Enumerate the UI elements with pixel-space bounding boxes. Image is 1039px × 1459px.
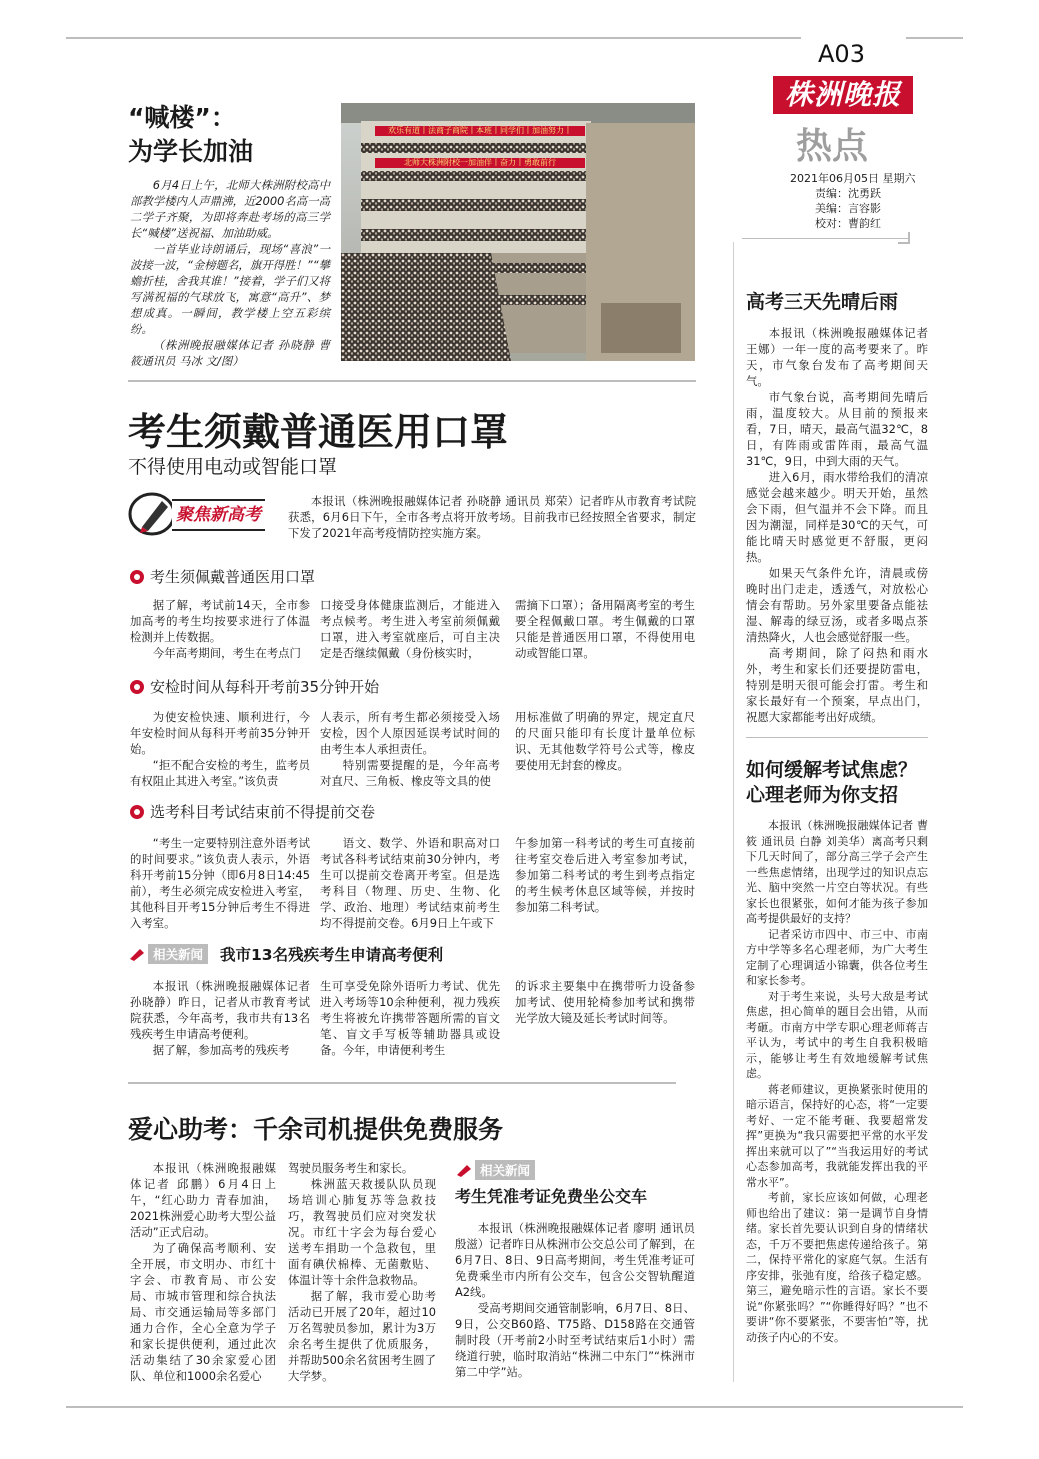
para: 受高考期间交通管制影响，6月7日、8日、9日，公交B60路、T75路、D158路在交通管制时段（开考前2小时至考试结束后1小时）需绕道行驶，临时取消站“株洲二中东门”“株洲市第二中学”站。 [455, 1301, 695, 1379]
para: 据了解，我市爱心助考活动已开展了20年，超过10万名驾驶员参加，累计为3万余名考生提供了优质服务，并帮助500余名贫困考生圆了大学梦。 [288, 1289, 436, 1383]
photo-banner-top: 欢乐有道丨法商子商院丨本班丨同学们丨加油努力丨 [388, 126, 572, 135]
story1-body [130, 177, 330, 369]
masthead-logo: 株洲晚报 [773, 76, 913, 114]
para: 语文、数学、外语和职高对口考试各科考试结束前30分钟内，考生可以提前交卷离开考室。但是选考科目（物理、历史、生物、化学、政治、地理）考试结束前考生均不得提前交卷。6月9日上午或下 [320, 836, 500, 930]
side1-body [746, 325, 928, 725]
para: 记者采访市四中、市三中、市南方中学等多名心理老师，为广大考生定制了心理调适小锦囊，供各位考生和家长参考。 [746, 927, 928, 987]
related-tag [128, 944, 208, 964]
para: 高考期间，除了闷热和雨水外，考生和家长们还要提防雷电，特别是明天很可能会打雷。考生和家长最好有一个预案，早点出门，祝愿大家都能考出好成绩。 [746, 646, 928, 724]
gaokao-badge [128, 491, 283, 537]
school-building-photo [341, 103, 695, 361]
editor-credit: 责编：沈勇跃 [815, 187, 881, 200]
sub3-col1 [130, 835, 310, 931]
para: 午参加第一科考试的考生可直接前往考室交卷后进入考室参加考试，参加第二科考试的考生到考点指定的考生候考休息区域等候，并按时参加第二科考试。 [515, 836, 695, 914]
subhead-submit [130, 801, 375, 822]
story1-photo [341, 103, 695, 361]
related1-col3 [515, 978, 695, 1026]
para: 为了确保高考顺利、安全开展，市文明办、市红十字会、市教育局、市公安局、市城市管理和综合执法局、市交通运输局等多部门通力合作，全心全意为学子和家长提供便利，通过此次活动集结了30余家爱心团队、单位和1000余名爱心 [130, 1241, 276, 1383]
para: 进入6月，雨水带给我们的清凉感觉会越来越少。明天开始，虽然会下雨，但气温并不会下降。而且因为潮湿，同样是30℃的天气，可能比晴天时感觉更不舒服，更闷热。 [746, 470, 928, 564]
para: 本报讯（株洲晚报融媒体记者 邱鹏）6月4日上午，“红心助力 青春加油，2021株洲爱心助考大型公益活动”正式启动。 [130, 1161, 276, 1239]
para: 考前，家长应该如何做，心理老师也给出了建议：第一是调节自身情绪。家长首先要认识到自身的情绪状态，千万不要把焦虑传递给孩子。第二，保持平常化的家庭气氛。生活有序安排，张弛有度，给孩子稳定感。第三，避免暗示性的言语。家长不要说“你紧张吗？”“你睡得好吗？”也不要讲“你不要紧张，不要害怕”等，扰动孩子内心的不安。 [746, 1191, 928, 1344]
sub3-col2 [320, 835, 500, 931]
designer-credit: 美编：言容影 [815, 202, 881, 215]
pen-icon [128, 947, 146, 961]
related-tag-label: 相关新闻 [148, 944, 208, 964]
sub2-col2 [320, 709, 500, 789]
sub1-col1 [130, 597, 310, 661]
para: 蒋老师建议，更换紧张时使用的暗示语言，保持好的心态，将“一定要考好、一定不能考砸、我要超常发挥”更换为“我只需要把平常的水平发挥出来就可以了”“当我运用好的考试心态参加高考，我就能发挥出我的平常水平”。 [746, 1082, 928, 1189]
story1-title-line1: “喊楼”： [128, 103, 236, 132]
related1-col2 [320, 978, 500, 1058]
para: 需摘下口罩）；备用隔离考室的考生要全程佩戴口罩。考生佩戴的口罩只能是普通医用口罩，不得使用电动或智能口罩。 [515, 598, 695, 660]
para: 如果天气条件允许，清晨或傍晚时出门走走，透透气，对放松心情会有帮助。另外家里要备点能祛湿、解毒的绿豆汤，或者多喝点茶清热降火，人也会感觉舒服一些。 [746, 566, 928, 644]
header-corner [898, 232, 910, 244]
para: 对于考生来说，头号大敌是考试焦虑，担心简单的题目会出错，从而考砸。市南方中学专职心理老师蒋吉平认为，考试中的考生自我积极暗示，能够让考生有效地缓解考试焦虑。 [746, 989, 928, 1080]
para: 为使安检快速、顺利进行，今年安检时间从每科开考前35分钟开始。 [130, 710, 310, 756]
para: 用标准做了明确的界定，规定直尺的尺面只能印有长度计量单位标识、无其他数学符号公式等，橡皮要使用无封套的橡皮。 [515, 710, 695, 772]
related-tag [455, 1160, 535, 1180]
para: 的诉求主要集中在携带听力设备参加考试、使用轮椅参加考试和携带光学放大镜及延长考试时间等。 [515, 979, 695, 1025]
bullet-icon [130, 570, 144, 584]
section-title: 热点 [796, 125, 869, 167]
para: 株洲蓝天救援队队员现场培训心肺复苏等急救技巧，教驾驶员们应对突发状况。市红十字会为每台爱心送考车捐助一个急救包，里面有碘伏棉棒、无菌敷贴、体温计等十余件急救物品。 [288, 1177, 436, 1287]
pen-icon [455, 1163, 473, 1177]
story2-lead [288, 493, 696, 541]
related2-title: 考生凭准考证免费坐公交车 [455, 1187, 648, 1206]
para: “拒不配合安检的考生，监考员有权阻止其进入考室。”该负责 [130, 758, 310, 788]
issue-date: 2021年06月05日 星期六 [790, 172, 916, 185]
sub1-col3 [515, 597, 695, 661]
story3-col2 [288, 1160, 436, 1384]
para: 特别需要提醒的是，今年高考对直尺、三角板、橡皮等文具的使 [320, 758, 500, 788]
para: “考生一定要特别注意外语考试的时间要求。”该负责人表示，外语科开考前15分钟（即6月8日14:45前），考生必须完成安检进入考室，其他科目开考15分钟后考生不得进入考室。 [130, 836, 310, 930]
para: 口接受身体健康监测后，才能进入考点候考。考生进入考室前须佩戴口罩，进入考室就座后，可自主决定是否继续佩戴（身份核实时， [320, 598, 500, 660]
story1-para: 一首毕业诗朗诵后，现场“喜浪”一波接一波，“金榜题名，旗开得胜！”“攀蟾折桂，舍我其谁！”接着，学子们又将写满祝福的气球放飞，寓意“高升”、梦想成真。一瞬间，教学楼上空五彩缤纷。 [130, 242, 330, 336]
side2-body [746, 818, 928, 1345]
side2-title-line2: 心理老师为你支招 [746, 784, 899, 806]
story2-subtitle: 不得使用电动或智能口罩 [128, 456, 338, 478]
subhead-text: 选考科目考试结束前不得提前交卷 [150, 803, 376, 821]
related-tag-label: 相关新闻 [475, 1160, 535, 1180]
sub2-col3 [515, 709, 695, 773]
subhead-mask [130, 566, 315, 587]
para: 今年高考期间，考生在考点门 [152, 646, 301, 660]
subhead-text: 考生须佩戴普通医用口罩 [150, 568, 316, 586]
sub3-col3 [515, 835, 695, 915]
para: 据了解，参加高考的残疾考 [152, 1043, 290, 1057]
related-news-1 [128, 943, 443, 965]
para: 生可享受免除外语听力考试、优先进入考场等10余种便利，视力残疾考生将被允许携带答题所需的盲文笔、盲文手写板等辅助器具或设备。今年，申请便利考生 [320, 979, 500, 1057]
para: 本报讯（株洲晚报融媒体记者 王娜）一年一度的高考要来了。昨天，市气象台发布了高考期间天气。 [746, 326, 928, 388]
para: 据了解，考试前14天，全市参加高考的考生均按要求进行了体温检测并上传数据。 [130, 598, 310, 644]
page-number: A03 [818, 40, 865, 68]
para: 本报讯（株洲晚报融媒体记者 孙晓静）昨日，记者从市教育考试院获悉，今年高考，我市共有13名残疾考生申请高考便利。 [130, 979, 310, 1041]
side1-title: 高考三天先晴后雨 [746, 291, 899, 313]
photo-banner-middle: 北师大株洲附校一加油伴丨奋力丨勇敢前行 [404, 158, 556, 167]
sub1-col2 [320, 597, 500, 661]
related1-title: 我市13名残疾考生申请高考便利 [220, 946, 444, 964]
para: 驾驶员服务考生和家长。 [288, 1161, 414, 1175]
related2-body [455, 1220, 695, 1380]
para: 市气象台说，高考期间先晴后雨，温度较大。从目前的预报来看，7日，晴天，最高气温32℃，8日，有阵雨或雷阵雨，最高气温31℃，9日，中到大雨的天气。 [746, 390, 928, 468]
badge-label: 聚焦新高考 [172, 499, 265, 531]
story1-para: 6月4日上午，北师大株洲附校高中部教学楼内人声鼎沸，近2000名高一高二学子齐聚，为即将奔赴考场的高三学长“喊楼”送祝福、加油助威。 [130, 178, 330, 240]
story2-lead-text: 本报讯（株洲晚报融媒体记者 孙晓静 通讯员 郑荣）记者昨从市教育考试院获悉，6月6日下午，全市各考点将开放考场。目前我市已经按照全省要求，制定下发了2021年高考疫情防控实施方案。 [288, 494, 696, 540]
sub2-col1 [130, 709, 310, 789]
story3-title: 爱心助考：千余司机提供免费服务 [128, 1115, 504, 1144]
story1-credit: （株洲晚报融媒体记者 孙晓静 曹筱通讯员 马冰 文/图） [130, 338, 330, 368]
subhead-security [130, 676, 379, 697]
para: 本报讯（株洲晚报融媒体记者 曹筱 通讯员 白静 刘美华）离高考只剩下几天时间了，部分高三学子会产生一些焦虑情绪，出现学过的知识点忘光、脑中突然一片空白等状况。有些家长也很紧张，如何才能为孩子参加高考提供最好的支持？ [746, 819, 928, 925]
related-news-2 [455, 1160, 535, 1181]
bullet-icon [130, 680, 144, 694]
para: 人表示，所有考生都必须接受入场安检，因个人原因延误考试时间的由考生本人承担责任。 [320, 710, 500, 756]
story1-title-line2: 为学长加油 [128, 137, 254, 166]
side2-title-line1: 如何缓解考试焦虑？ [746, 759, 918, 781]
story3-col1 [130, 1160, 276, 1384]
para: 本报讯（株洲晚报融媒体记者 廖明 通讯员 殷滋）记者昨日从株洲市公交总公司了解到，在6月7日、8日、9日高考期间，考生凭准考证可免费乘坐市内所有公交车，包含公交智轨醒道A2线。 [455, 1221, 695, 1299]
proof-credit: 校对：曹韵红 [815, 217, 881, 230]
story2-title: 考生须戴普通医用口罩 [128, 410, 509, 454]
subhead-text: 安检时间从每科开考前35分钟开始 [150, 678, 380, 696]
related1-col1 [130, 978, 310, 1058]
bullet-icon [130, 805, 144, 819]
